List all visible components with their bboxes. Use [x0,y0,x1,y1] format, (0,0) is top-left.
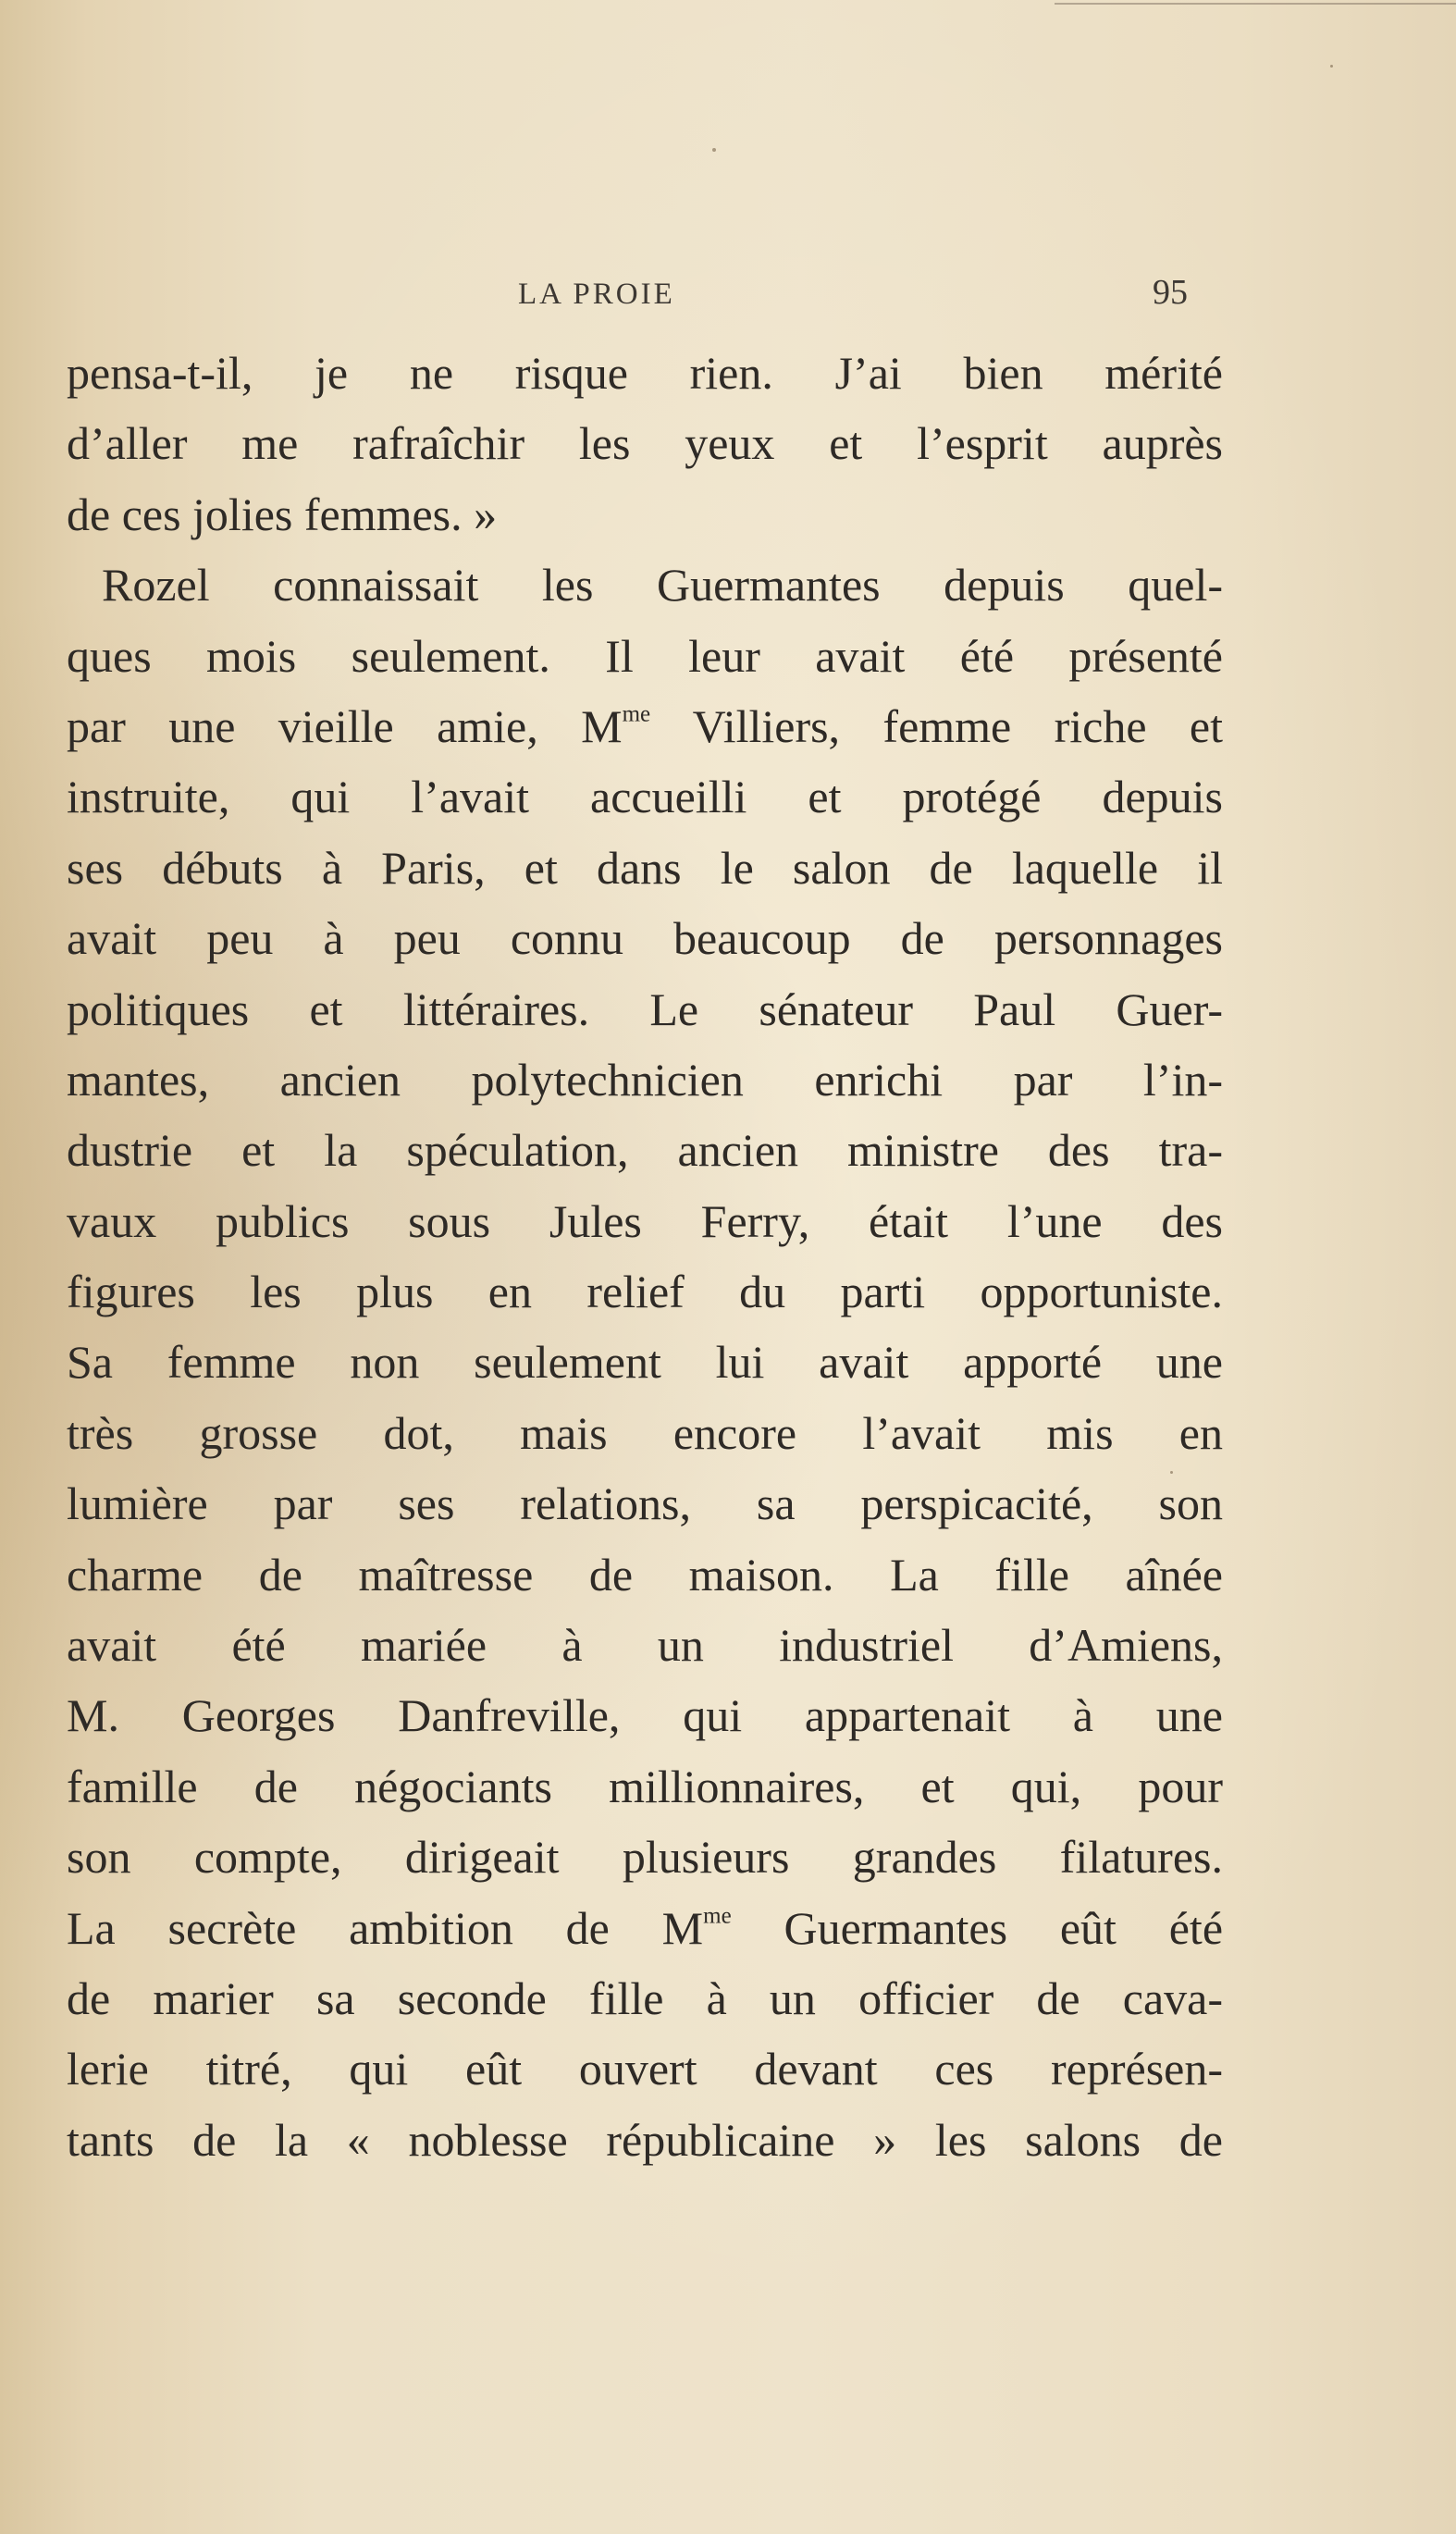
text-line: M. Georges Danfreville, qui appartenait à une [67,1689,1223,1742]
text-line: instruite, qui l’avait accueilli et protégé depuis [67,771,1223,823]
running-title: LA PROIE [518,278,675,311]
text-line [67,691,1223,761]
text-line: mantes, ancien polytechnicien enrichi par l’in- [67,1053,1223,1106]
superscript-abbreviation: me [622,701,651,727]
line-segment: Villiers, femme riche et [650,699,1223,752]
text-line: tants de la « noblesse républicaine » les salons de [67,2113,1223,2166]
text-line: charme de maîtresse de maison. La fille aînée [67,1548,1223,1601]
text-line: son compte, dirigeait plusieurs grandes filatures. [67,1831,1223,1884]
text-line: figures les plus en relief du parti opportuniste. [67,1266,1223,1318]
text-line: ques mois seulement. Il leur avait été présenté [67,629,1223,682]
page-edge-line [1055,3,1456,5]
text-line [67,1893,1223,1963]
text-line: politiques et littéraires. Le sénateur Paul Guer- [67,983,1223,1035]
text-line: avait été mariée à un industriel d’Amiens, [67,1619,1223,1672]
text-line: Rozel connaissait les Guermantes depuis quel- [102,559,1223,612]
text-line: lumière par ses relations, sa perspicacité, son [67,1477,1223,1530]
text-line: de ces jolies femmes. » [67,488,498,540]
text-line: vaux publics sous Jules Ferry, était l’une des [67,1194,1223,1247]
text-line: famille de négociants millionnaires, et qui, pour [67,1760,1223,1812]
page-number: 95 [1153,273,1188,312]
body-text [67,338,1223,2175]
line-segment: Guermantes eût été [731,1901,1224,1954]
text-line: d’aller me rafraîchir les yeux et l’esprit auprès [67,417,1223,470]
text-line: avait peu à peu connu beaucoup de personnages [67,912,1223,965]
line-segment: La secrète ambition de M [67,1901,704,1954]
paper-speck [1330,65,1333,68]
text-line: pensa-t-il, je ne risque rien. J’ai bien mérité [67,347,1223,399]
text-line: de marier sa seconde fille à un officier de cava- [67,1972,1223,2024]
text-line: ses débuts à Paris, et dans le salon de laquelle il [67,841,1223,894]
text-line: dustrie et la spéculation, ancien ministre des tra- [67,1124,1223,1177]
line-segment: par une vieille amie, M [67,699,623,752]
text-line: Sa femme non seulement lui avait apporté une [67,1336,1223,1389]
paper-speck [712,148,716,152]
text-line: lerie titré, qui eût ouvert devant ces représen- [67,2043,1223,2095]
superscript-abbreviation: me [703,1903,732,1929]
text-line: très grosse dot, mais encore l’avait mis en [67,1406,1223,1459]
